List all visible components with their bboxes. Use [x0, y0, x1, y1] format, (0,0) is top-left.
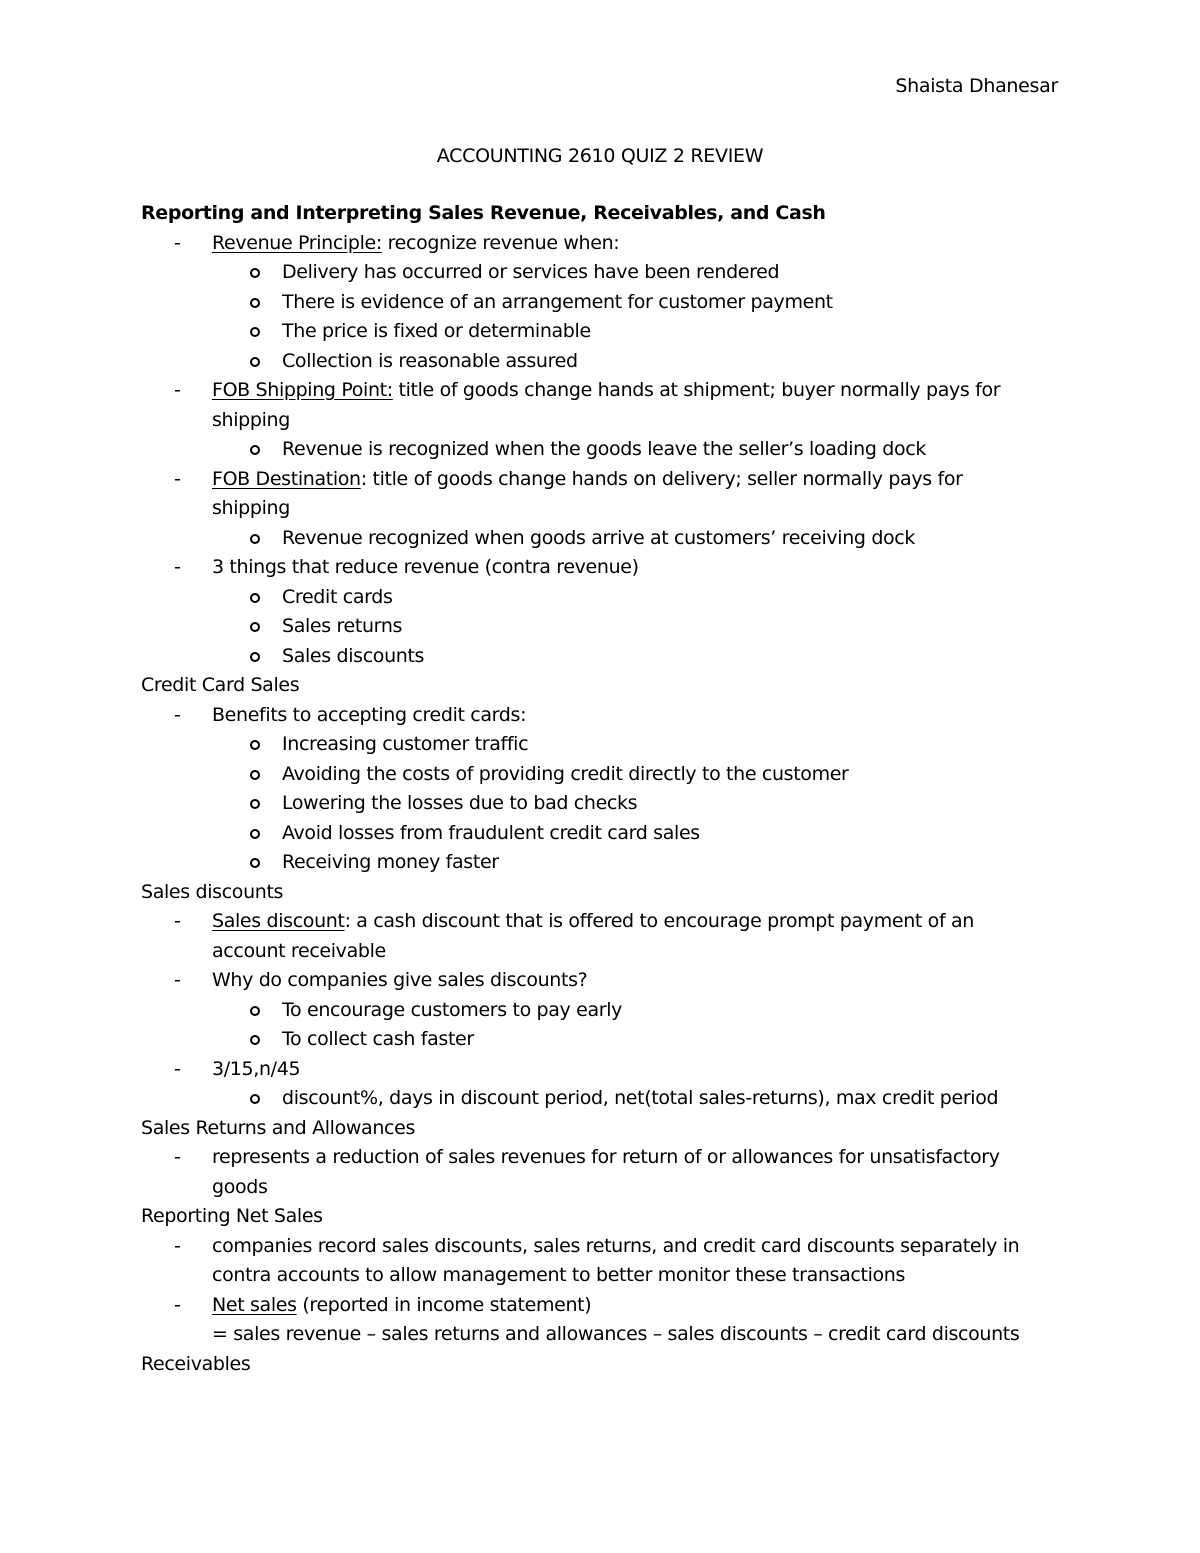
sub-item-text: Receiving money faster	[282, 851, 499, 873]
term-revenue-principle: Revenue Principle:	[212, 231, 382, 254]
circle-bullet-icon	[250, 652, 260, 662]
item-continuation: contra accounts to allow management to better monitor these transactions	[212, 1264, 906, 1286]
circle-bullet-icon	[250, 357, 260, 367]
term-net-sales: Net sales	[212, 1293, 297, 1316]
list-item-benefits	[141, 701, 1061, 731]
dash-bullet: -	[174, 1057, 181, 1080]
sub-item-text: Delivery has occurred or services have been rendered	[282, 261, 780, 283]
circle-bullet-icon	[250, 858, 260, 868]
term-sales-discount: Sales discount	[212, 910, 345, 932]
sub-list-item	[141, 642, 1061, 672]
list-item-fob-shipping	[141, 376, 1061, 406]
section-heading-net-sales: Reporting Net Sales	[141, 1205, 323, 1227]
sub-list-item	[141, 848, 1061, 878]
sub-list-item	[141, 996, 1061, 1026]
item-text: : a cash discount that is offered to encourage prompt payment of an	[344, 910, 974, 932]
list-item-contra-revenue	[141, 553, 1061, 583]
list-item-net-sales	[141, 1291, 1061, 1321]
list-item-discount-terms	[141, 1055, 1061, 1085]
circle-bullet-icon	[250, 1006, 260, 1016]
dash-bullet: -	[174, 556, 181, 578]
sub-item-text: To encourage customers to pay early	[282, 998, 623, 1021]
sub-list-item	[141, 819, 1061, 849]
dash-bullet: -	[174, 1146, 181, 1168]
sub-item-text: discount%, days in discount period, net(total sales-returns), max credit period	[282, 1087, 999, 1109]
sub-item-text: Credit cards	[282, 585, 393, 608]
sub-item-text: Increasing customer traffic	[282, 733, 529, 755]
circle-bullet-icon	[250, 445, 260, 455]
item-text: (reported in income statement)	[296, 1293, 592, 1316]
item-text: Benefits to accepting credit cards:	[212, 703, 527, 726]
dash-bullet: -	[174, 1234, 181, 1257]
dash-bullet: -	[174, 467, 181, 490]
term-fob-destination: FOB Destination	[212, 467, 361, 490]
document-title: ACCOUNTING 2610 QUIZ 2 REVIEW	[436, 145, 764, 167]
circle-bullet-icon	[250, 799, 260, 809]
sub-item-text: Sales discounts	[282, 644, 425, 667]
author-name: Shaista Dhanesar	[895, 75, 1058, 97]
dash-bullet: -	[174, 231, 181, 254]
dash-bullet: -	[174, 1293, 181, 1316]
circle-bullet-icon	[250, 740, 260, 750]
item-continuation: shipping	[212, 408, 290, 431]
sub-list-item	[141, 612, 1061, 642]
circle-bullet-icon	[250, 829, 260, 839]
item-text: 3 things that reduce revenue (contra revenue)	[212, 556, 639, 578]
item-text: : title of goods change hands on delivery; seller normally pays for	[360, 467, 963, 490]
circle-bullet-icon	[250, 622, 260, 632]
circle-bullet-icon	[250, 770, 260, 780]
list-item-sales-discount-definition	[141, 907, 1061, 937]
sub-list-item	[141, 317, 1061, 347]
sub-list-item	[141, 789, 1061, 819]
circle-bullet-icon	[250, 593, 260, 603]
section-heading-sales-discounts: Sales discounts	[141, 880, 284, 903]
sub-item-text: Lowering the losses due to bad checks	[282, 792, 638, 814]
sub-item-text: Revenue is recognized when the goods leave the seller’s loading dock	[282, 438, 926, 460]
dash-bullet: -	[174, 703, 181, 726]
circle-bullet-icon	[250, 327, 260, 337]
sub-item-text: There is evidence of an arrangement for customer payment	[282, 290, 833, 313]
item-continuation: account receivable	[212, 939, 386, 962]
list-item-fob-destination	[141, 465, 1061, 495]
list-item-returns-definition	[141, 1143, 1061, 1173]
item-text: recognize revenue when:	[381, 231, 620, 254]
item-text: title of goods change hands at shipment; buyer normally pays for	[392, 379, 1001, 401]
dash-bullet: -	[174, 379, 181, 401]
item-continuation: goods	[212, 1175, 268, 1198]
circle-bullet-icon	[250, 298, 260, 308]
list-item-record-separately	[141, 1232, 1061, 1262]
net-sales-formula: = sales revenue – sales returns and allowances – sales discounts – credit card discounts	[212, 1323, 1020, 1345]
sub-item-text: Revenue recognized when goods arrive at customers’ receiving dock	[282, 526, 916, 549]
document-body	[141, 199, 1061, 1379]
sub-list-item	[141, 583, 1061, 613]
section-heading-sales-returns: Sales Returns and Allowances	[141, 1116, 416, 1139]
circle-bullet-icon	[250, 534, 260, 544]
item-text: 3/15,n/45	[212, 1057, 301, 1080]
sub-list-item	[141, 1025, 1061, 1055]
sub-list-item	[141, 1084, 1061, 1114]
item-text: companies record sales discounts, sales returns, and credit card discounts separately in	[212, 1234, 1020, 1257]
item-text: Why do companies give sales discounts?	[212, 969, 588, 991]
sub-item-text: Avoiding the costs of providing credit directly to the customer	[282, 762, 849, 785]
item-continuation: shipping	[212, 497, 290, 519]
sub-item-text: To collect cash faster	[282, 1028, 474, 1050]
sub-item-text: The price is fixed or determinable	[282, 320, 591, 342]
sub-list-item	[141, 435, 1061, 465]
sub-item-text: Avoid losses from fraudulent credit card sales	[282, 821, 700, 844]
dash-bullet: -	[174, 969, 181, 991]
section-heading-credit-card-sales: Credit Card Sales	[141, 674, 300, 696]
term-fob-shipping: FOB Shipping Point:	[212, 379, 393, 401]
list-item-why-discounts	[141, 966, 1061, 996]
section-heading-sales-revenue: Reporting and Interpreting Sales Revenue, Receivables, and Cash	[141, 202, 826, 224]
sub-item-text: Collection is reasonable assured	[282, 349, 578, 372]
item-text: represents a reduction of sales revenues for return of or allowances for unsatisfactory	[212, 1146, 1000, 1168]
sub-list-item	[141, 347, 1061, 377]
dash-bullet: -	[174, 910, 181, 932]
sub-list-item	[141, 760, 1061, 790]
list-item-revenue-principle	[141, 229, 1061, 259]
circle-bullet-icon	[250, 1094, 260, 1104]
circle-bullet-icon	[250, 268, 260, 278]
sub-list-item	[141, 524, 1061, 554]
sub-list-item	[141, 258, 1061, 288]
sub-list-item	[141, 730, 1061, 760]
section-heading-receivables: Receivables	[141, 1352, 251, 1375]
circle-bullet-icon	[250, 1035, 260, 1045]
sub-list-item	[141, 288, 1061, 318]
sub-item-text: Sales returns	[282, 615, 403, 637]
